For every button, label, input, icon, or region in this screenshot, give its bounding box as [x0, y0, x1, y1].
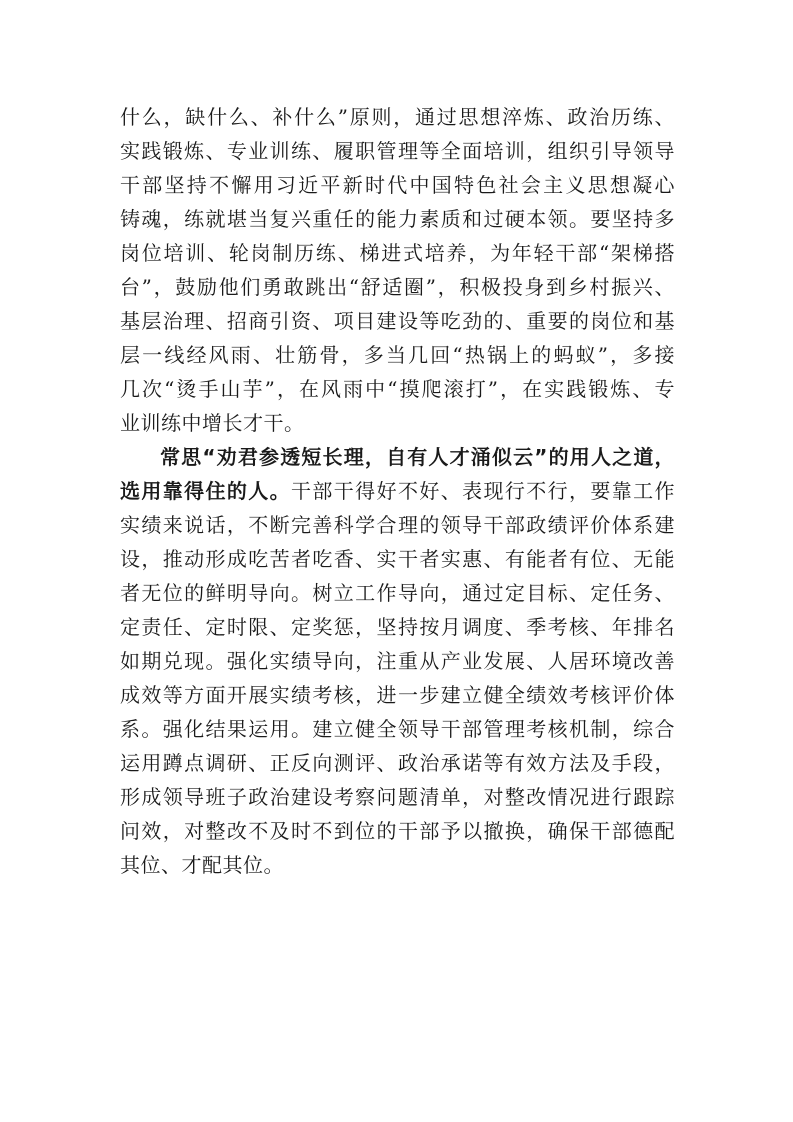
paragraph-line: 问效，对整改不及时不到位的干部予以撤换，确保干部德配 — [120, 819, 675, 843]
paragraph-line: 层一线经风雨、壮筋骨，多当几回“热锅上的蚂蚁”，多接 — [120, 343, 675, 367]
paragraph-line: 干部坚持不懈用习近平新时代中国特色社会主义思想凝心 — [120, 173, 675, 197]
paragraph-heading-end: 选用靠得住的人。 — [120, 479, 292, 503]
paragraph-line: 如期兑现。强化实绩导向，注重从产业发展、人居环境改善 — [120, 649, 675, 673]
paragraph-line: 系。强化结果运用。建立健全领导干部管理考核机制，综合 — [120, 717, 675, 741]
paragraph-line: 基层治理、招商引资、项目建设等吃劲的、重要的岗位和基 — [120, 309, 675, 333]
paragraph-line: 成效等方面开展实绩考核，进一步建立健全绩效考核评价体 — [120, 683, 675, 707]
paragraph-line: 其位、才配其位。 — [120, 853, 284, 877]
paragraph-line: 定责任、定时限、定奖惩，坚持按月调度、季考核、年排名 — [120, 615, 675, 639]
paragraph-heading: 常思“劝君参透短长理，自有人才涌似云”的用人之道， — [160, 445, 675, 469]
paragraph-line: 实绩来说话，不断完善科学合理的领导干部政绩评价体系建 — [120, 513, 675, 537]
paragraph-line: 什么，缺什么、补什么”原则，通过思想淬炼、政治历练、 — [120, 105, 675, 129]
paragraph-line: 岗位培训、轮岗制历练、梯进式培养，为年轻干部“架梯搭 — [120, 241, 675, 265]
paragraph-line: 几次“烫手山芋”，在风雨中“摸爬滚打”，在实践锻炼、专 — [120, 377, 675, 401]
paragraph-line: 业训练中增长才干。 — [120, 411, 305, 435]
paragraph-line: 台”，鼓励他们勇敢跳出“舒适圈”，积极投身到乡村振兴、 — [120, 275, 675, 299]
paragraph-line: 者无位的鲜明导向。树立工作导向，通过定目标、定任务、 — [120, 581, 675, 605]
paragraph-line: 实践锻炼、专业训练、履职管理等全面培训，组织引导领导 — [120, 139, 675, 163]
paragraph-line: 形成领导班子政治建设考察问题清单，对整改情况进行跟踪 — [120, 785, 675, 809]
document-body — [120, 100, 675, 882]
paragraph-line: 运用蹲点调研、正反向测评、政治承诺等有效方法及手段， — [120, 751, 675, 775]
paragraph-line: 铸魂，练就堪当复兴重任的能力素质和过硬本领。要坚持多 — [120, 207, 675, 231]
paragraph-line: 设，推动形成吃苦者吃香、实干者实惠、有能者有位、无能 — [120, 547, 675, 571]
paragraph-2 — [120, 440, 675, 882]
paragraph-line-text: 干部干得好不好、表现行不行，要靠工作 — [291, 479, 675, 503]
paragraph-line — [120, 474, 675, 508]
paragraph-1 — [120, 100, 675, 440]
